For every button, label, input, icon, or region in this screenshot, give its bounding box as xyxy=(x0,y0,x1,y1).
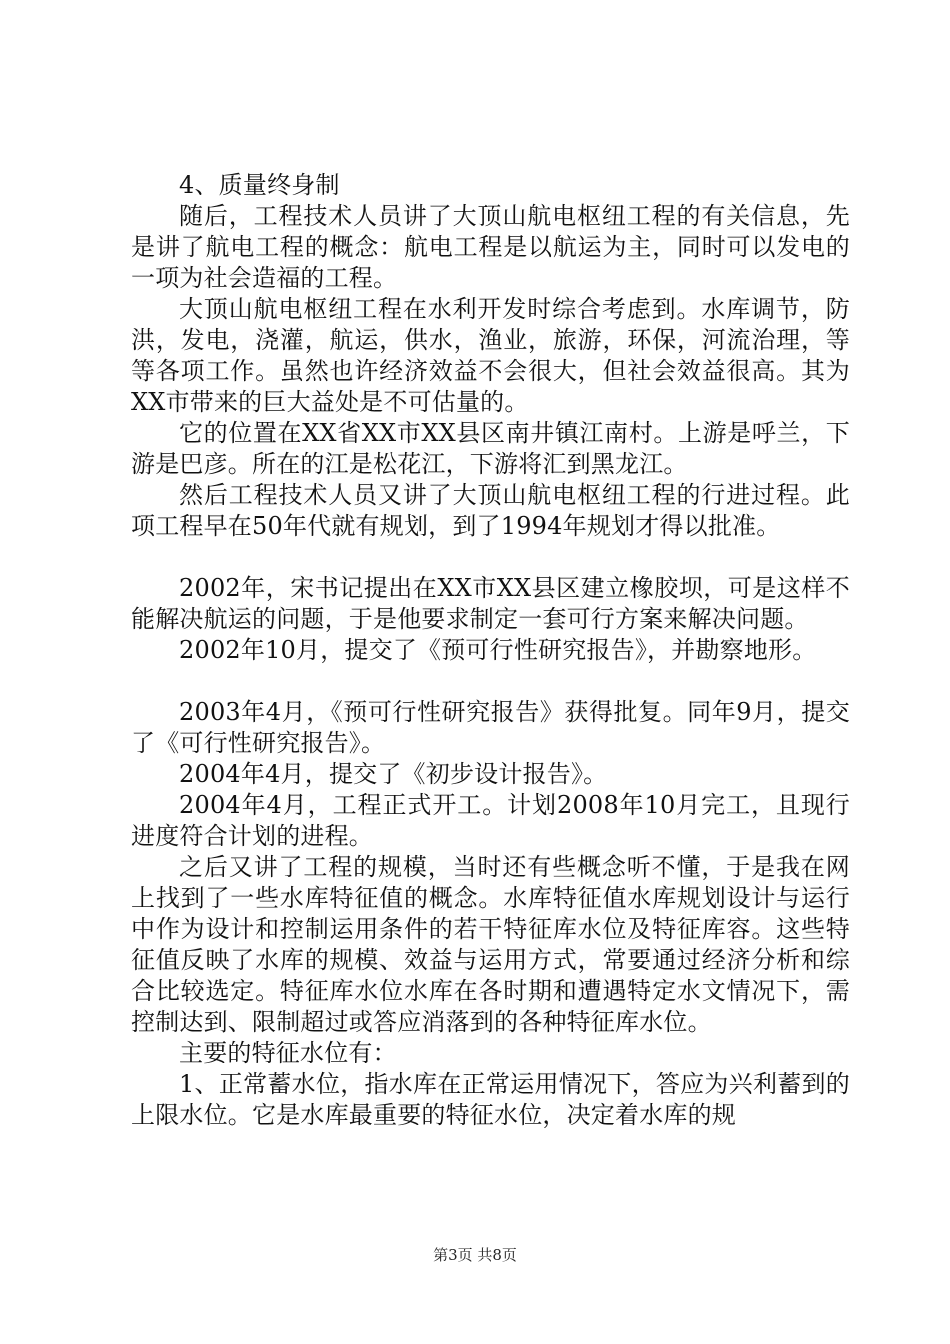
paragraph-3: 大顶山航电枢纽工程在水利开发时综合考虑到。水库调节，防洪，发电，浇灌，航运，供水，渔业，旅游，环保，河流治理，等等各项工作。虽然也许经济效益不会很大，但社会效益很高。其为XX市带来的巨大益处是不可估量的。 xyxy=(131,295,850,416)
document-body xyxy=(131,170,850,1131)
paragraph-6: 2002年，宋书记提出在XX市XX县区建立橡胶坝，可是这样不能解决航运的问题，于是他要求制定一套可行方案来解决问题。 xyxy=(131,574,850,633)
paragraph-11: 之后又讲了工程的规模，当时还有些概念听不懂，于是我在网上找到了一些水库特征值的概念。水库特征值水库规划设计与运行中作为设计和控制运用条件的若干特征库水位及特征库容。这些特征值反映了水库的规模、效益与运用方式，常要通过经济分析和综合比较选定。特征库水位水库在各时期和遭遇特定水文情况下，需控制达到、限制超过或答应消落到的各种特征库水位。 xyxy=(131,853,850,1036)
paragraph-2: 随后，工程技术人员讲了大顶山航电枢纽工程的有关信息，先是讲了航电工程的概念：航电工程是以航运为主，同时可以发电的一项为社会造福的工程。 xyxy=(131,202,850,292)
paragraph-4: 它的位置在XX省XX市XX县区南井镇江南村。上游是呼兰，下游是巴彦。所在的江是松花江，下游将汇到黑龙江。 xyxy=(131,419,850,478)
page-number-footer: 第3页 共8页 xyxy=(433,1246,517,1264)
paragraph-7: 2002年10月，提交了《预可行性研究报告》，并勘察地形。 xyxy=(179,636,817,664)
paragraph-13: 1、正常蓄水位，指水库在正常运用情况下，答应为兴利蓄到的上限水位。它是水库最重要的特征水位，决定着水库的规 xyxy=(131,1070,850,1129)
paragraph-10: 2004年4月，工程正式开工。计划2008年10月完工，且现行进度符合计划的进程。 xyxy=(131,791,850,850)
paragraph-9: 2004年4月，提交了《初步设计报告》。 xyxy=(179,760,608,788)
paragraph-8: 2003年4月，《预可行性研究报告》获得批复。同年9月，提交了《可行性研究报告》。 xyxy=(131,698,850,757)
paragraph-1: 4、质量终身制 xyxy=(179,171,340,199)
paragraph-12: 主要的特征水位有： xyxy=(179,1039,397,1067)
paragraph-5: 然后工程技术人员又讲了大顶山航电枢纽工程的行进过程。此项工程早在50年代就有规划，到了1994年规划才得以批准。 xyxy=(131,481,850,540)
